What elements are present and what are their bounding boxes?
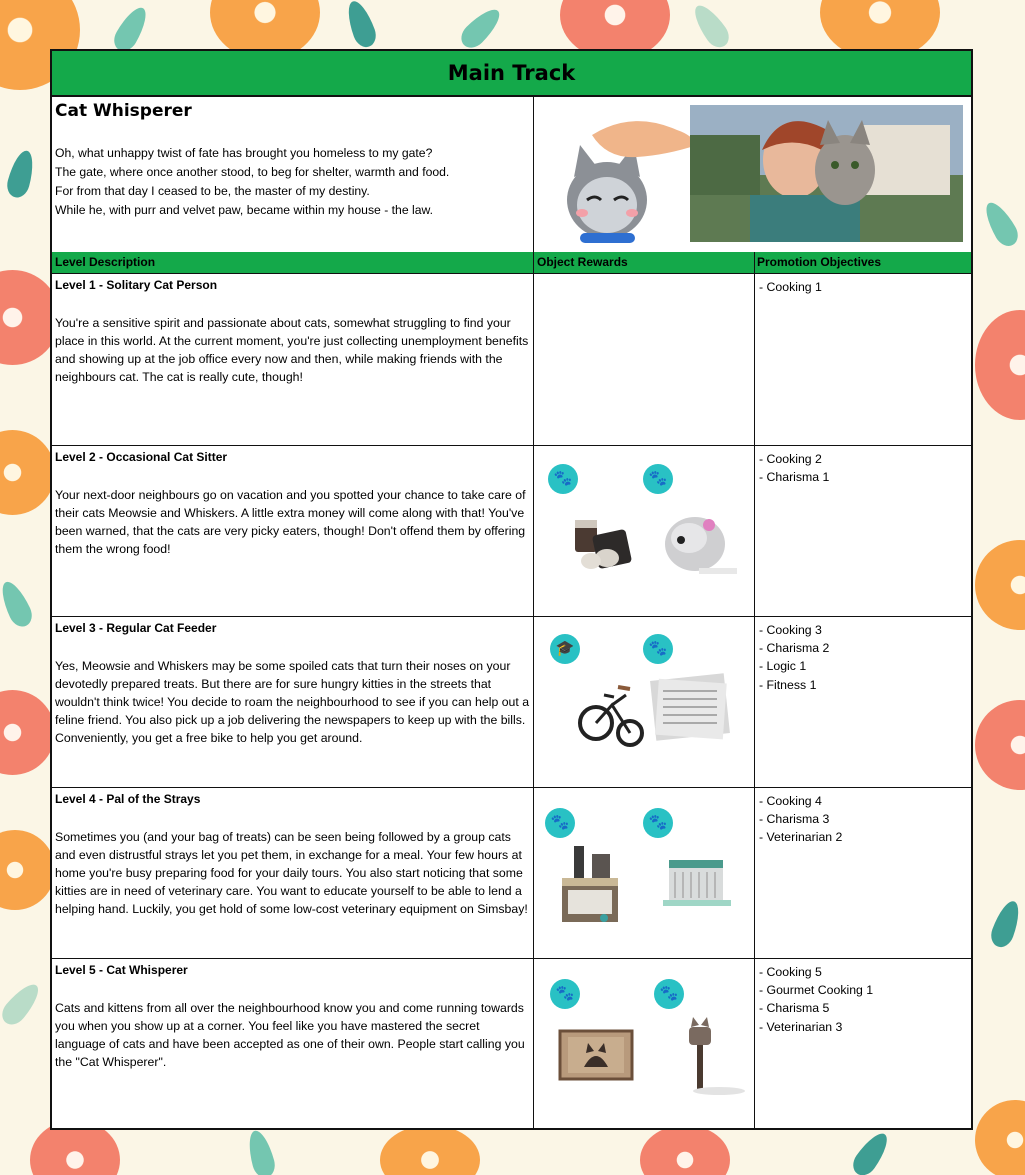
paw-badge-icon: 🐾 [643, 464, 673, 494]
objective-item: - Logic 1 [759, 659, 807, 674]
bicycle-icon [578, 675, 648, 750]
cat-doormat-icon [556, 1027, 636, 1083]
pet-kennel-icon [661, 854, 736, 914]
level-row [52, 274, 971, 445]
level-description: Cats and kittens from all over the neighbourhood know you and come running towards you when you show up at a corner. You feel like you have mastered the secret language of cats and have been accepted as one of their own. People start calling you the "Cat Whisperer". [55, 1001, 525, 1069]
object-rewards [534, 446, 754, 617]
level-row [52, 958, 971, 1130]
career-name: Cat Whisperer [55, 101, 192, 121]
paw-badge-icon: 🐾 [643, 808, 673, 838]
objective-item: - Gourmet Cooking 1 [759, 983, 874, 998]
levels-table-header [52, 252, 971, 274]
paw-badge-icon: 🐾 [548, 464, 578, 494]
level-title: Level 3 - Regular Cat Feeder [55, 621, 217, 635]
objective-item: - Charisma 3 [759, 812, 830, 827]
cat-ball-toy-icon [659, 510, 739, 578]
level-description: You're a sensitive spirit and passionate about cats, somewhat struggling to find your place in this world. At the current moment, you're just collecting unemployment benefits and showing up at the job office every now and then, while making friends with the neighbours cat. The cat is really cute, though! [55, 316, 529, 384]
objective-item: - Cooking 4 [759, 794, 822, 808]
career-poem [55, 144, 449, 220]
objective-item: - Charisma 5 [759, 1001, 830, 1016]
promotion-objectives [759, 278, 822, 296]
objective-item: - Veterinarian 2 [759, 830, 843, 845]
pet-food-cans-icon [569, 506, 639, 576]
level-description: Your next-door neighbours go on vacation and you spotted your chance to take care of their cats Meowsie and Whiskers. A little extra money will come along with that! You've been warned, that the cats are very picky eaters, though! Don't offend them by offering them the wrong food! [55, 488, 526, 556]
paw-badge-icon: 🐾 [545, 808, 575, 838]
level-row [52, 787, 971, 959]
level-title: Level 1 - Solitary Cat Person [55, 278, 218, 292]
level-title: Level 5 - Cat Whisperer [55, 963, 188, 977]
objective-item: - Veterinarian 3 [759, 1019, 843, 1034]
poem-line: While he, with purr and velvet paw, became within my house - the law. [55, 203, 433, 217]
object-rewards [534, 959, 754, 1130]
main-track-title: Main Track [52, 51, 971, 97]
objective-item: - Cooking 1 [759, 280, 822, 294]
promotion-objectives [759, 450, 829, 486]
object-rewards [534, 617, 754, 788]
level-row [52, 445, 971, 617]
paw-badge-icon: 🐾 [654, 979, 684, 1009]
paw-badge-icon: 🐾 [550, 979, 580, 1009]
column-header-description: Level Description [55, 255, 156, 269]
career-intro [52, 95, 971, 254]
promotion-objectives [759, 792, 842, 847]
newspaper-stack-icon [647, 667, 735, 747]
graduation-cap-badge-icon: 🎓 [550, 634, 580, 664]
cat-mailbox-icon [679, 1007, 749, 1097]
objective-item: - Charisma 2 [759, 641, 830, 656]
poem-line: For from that day I ceased to be, the master of my destiny. [55, 184, 370, 198]
vet-workstation-icon [556, 838, 626, 926]
level-row [52, 616, 971, 788]
petting-cat-emote-illustration [552, 105, 702, 255]
level-description: Sometimes you (and your bag of treats) can be seen being followed by a group cats and even distrustful strays let you pet them, in exchange for a meal. Your few hours at home you're busy preparing food for your daily tours. You also start noticing that some kitties are in need of veterinary care. You want to educate yourself to be able to lend a helping hand. Luckily, you get hold of some low-cost veterinary equipment on Simsbay! [55, 830, 528, 916]
promotion-objectives [759, 621, 829, 694]
objective-item: - Cooking 3 [759, 623, 822, 637]
column-header-objectives: Promotion Objectives [757, 255, 882, 269]
promotion-objectives [759, 963, 873, 1036]
level-title: Level 2 - Occasional Cat Sitter [55, 450, 228, 464]
level-description: Yes, Meowsie and Whiskers may be some spoiled cats that turn their noses on your devotedly prepared treats. But there are for sure hungry kitties in the streets that wouldn't think twice! You decide to roam the neighbourhood to see if you can help out a feline friend. You also pick up a job delivering the newspapers to keep up with the bills. Conveniently, you get a free bike to help you get around. [55, 659, 530, 745]
objective-item: - Cooking 5 [759, 965, 822, 979]
sim-holding-cat-photo [690, 105, 963, 242]
object-rewards [534, 788, 754, 959]
objective-item: - Cooking 2 [759, 452, 822, 466]
column-header-rewards: Object Rewards [537, 255, 628, 269]
paw-badge-icon: 🐾 [643, 634, 673, 664]
objective-item: - Fitness 1 [759, 677, 817, 692]
poem-line: The gate, where once another stood, to beg for shelter, warmth and food. [55, 165, 450, 179]
objective-item: - Charisma 1 [759, 470, 830, 485]
poem-line: Oh, what unhappy twist of fate has brought you homeless to my gate? [55, 146, 433, 160]
level-title: Level 4 - Pal of the Strays [55, 792, 201, 806]
career-sheet [50, 49, 973, 1130]
